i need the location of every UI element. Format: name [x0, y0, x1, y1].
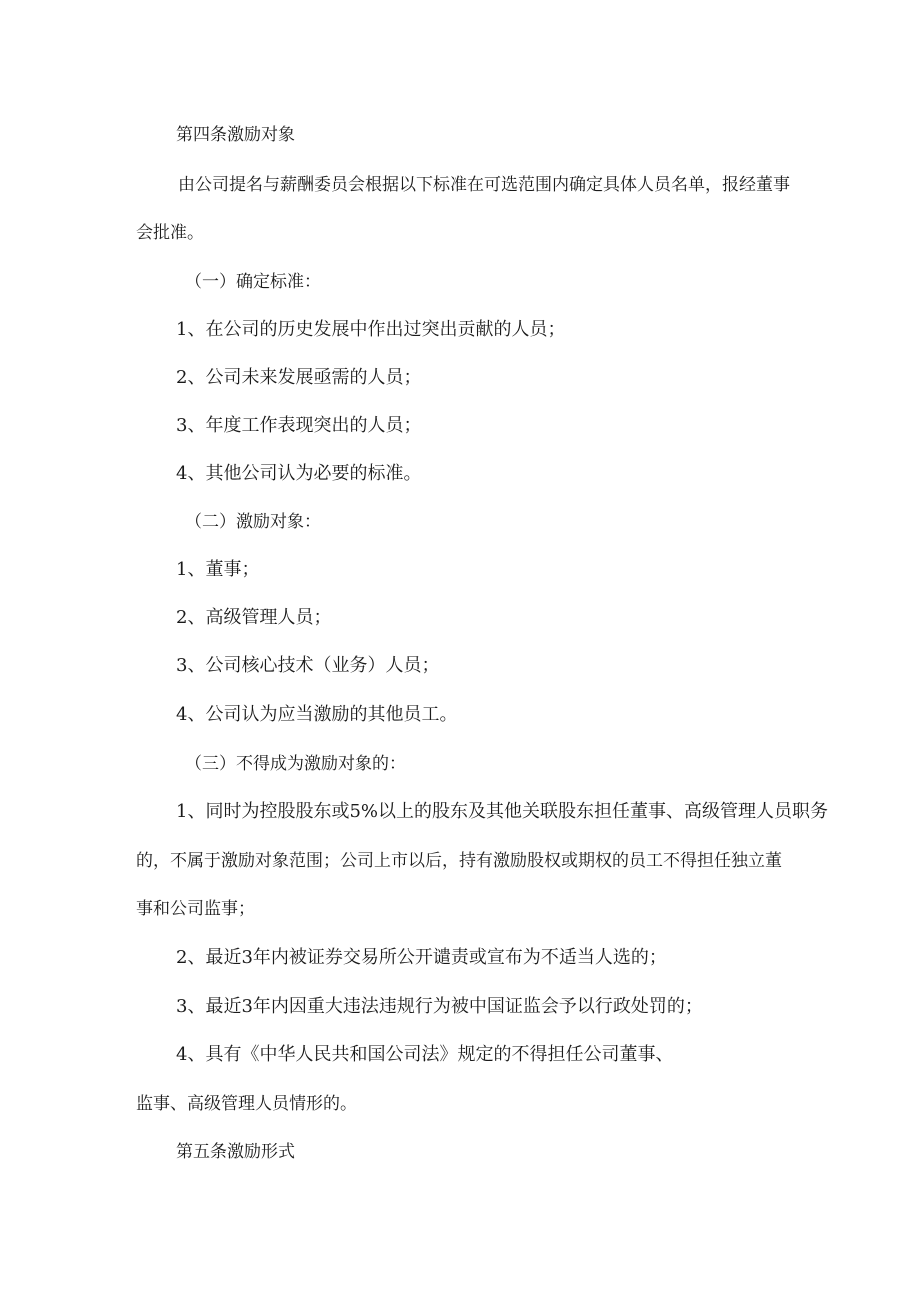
section-targets-heading: （二）激励对象：: [185, 512, 321, 532]
targets-item-2: 2、高级管理人员；: [176, 607, 332, 628]
targets-item-1: 1、董事；: [176, 559, 260, 580]
section-criteria-heading: （一）确定标准：: [185, 272, 321, 292]
article-5-heading: 第五条激励形式: [176, 1142, 295, 1162]
exclusions-item-4: 4、具有《中华人民共和国公司法》规定的不得担任公司董事、: [176, 1044, 674, 1065]
exclusions-item-3: 3、最近3年内因重大违法违规行为被中国证监会予以行政处罚的；: [176, 996, 703, 1017]
paragraph-intro: 由公司提名与薪酬委员会根据以下标准在可选范围内确定具体人员名单，报经董事: [178, 175, 790, 195]
criteria-item-2: 2、公司未来发展亟需的人员；: [176, 367, 422, 388]
exclusions-item-2: 2、最近3年内被证券交易所公开谴责或宣布为不适当人选的；: [176, 947, 667, 968]
targets-item-4: 4、公司认为应当激励的其他员工。: [176, 704, 458, 725]
article-4-heading: 第四条激励对象: [176, 125, 295, 145]
exclusions-item-4-continued: 监事、高级管理人员情形的。: [136, 1094, 357, 1114]
targets-item-3: 3、公司核心技术（业务）人员；: [176, 655, 440, 676]
exclusions-item-1-end: 事和公司监事；: [136, 899, 255, 919]
paragraph-intro-continued: 会批准。: [136, 223, 204, 243]
criteria-item-3: 3、年度工作表现突出的人员；: [176, 415, 422, 436]
criteria-item-1: 1、在公司的历史发展中作出过突出贡献的人员；: [176, 319, 566, 340]
criteria-item-4: 4、其他公司认为必要的标准。: [176, 463, 422, 484]
exclusions-item-1: 1、同时为控股股东或5%以上的股东及其他关联股东担任董事、高级管理人员职务: [176, 801, 829, 822]
section-exclusions-heading: （三）不得成为激励对象的：: [185, 754, 406, 774]
exclusions-item-1-continued: 的，不属于激励对象范围；公司上市以后，持有激励股权或期权的员工不得担任独立董: [136, 851, 782, 871]
